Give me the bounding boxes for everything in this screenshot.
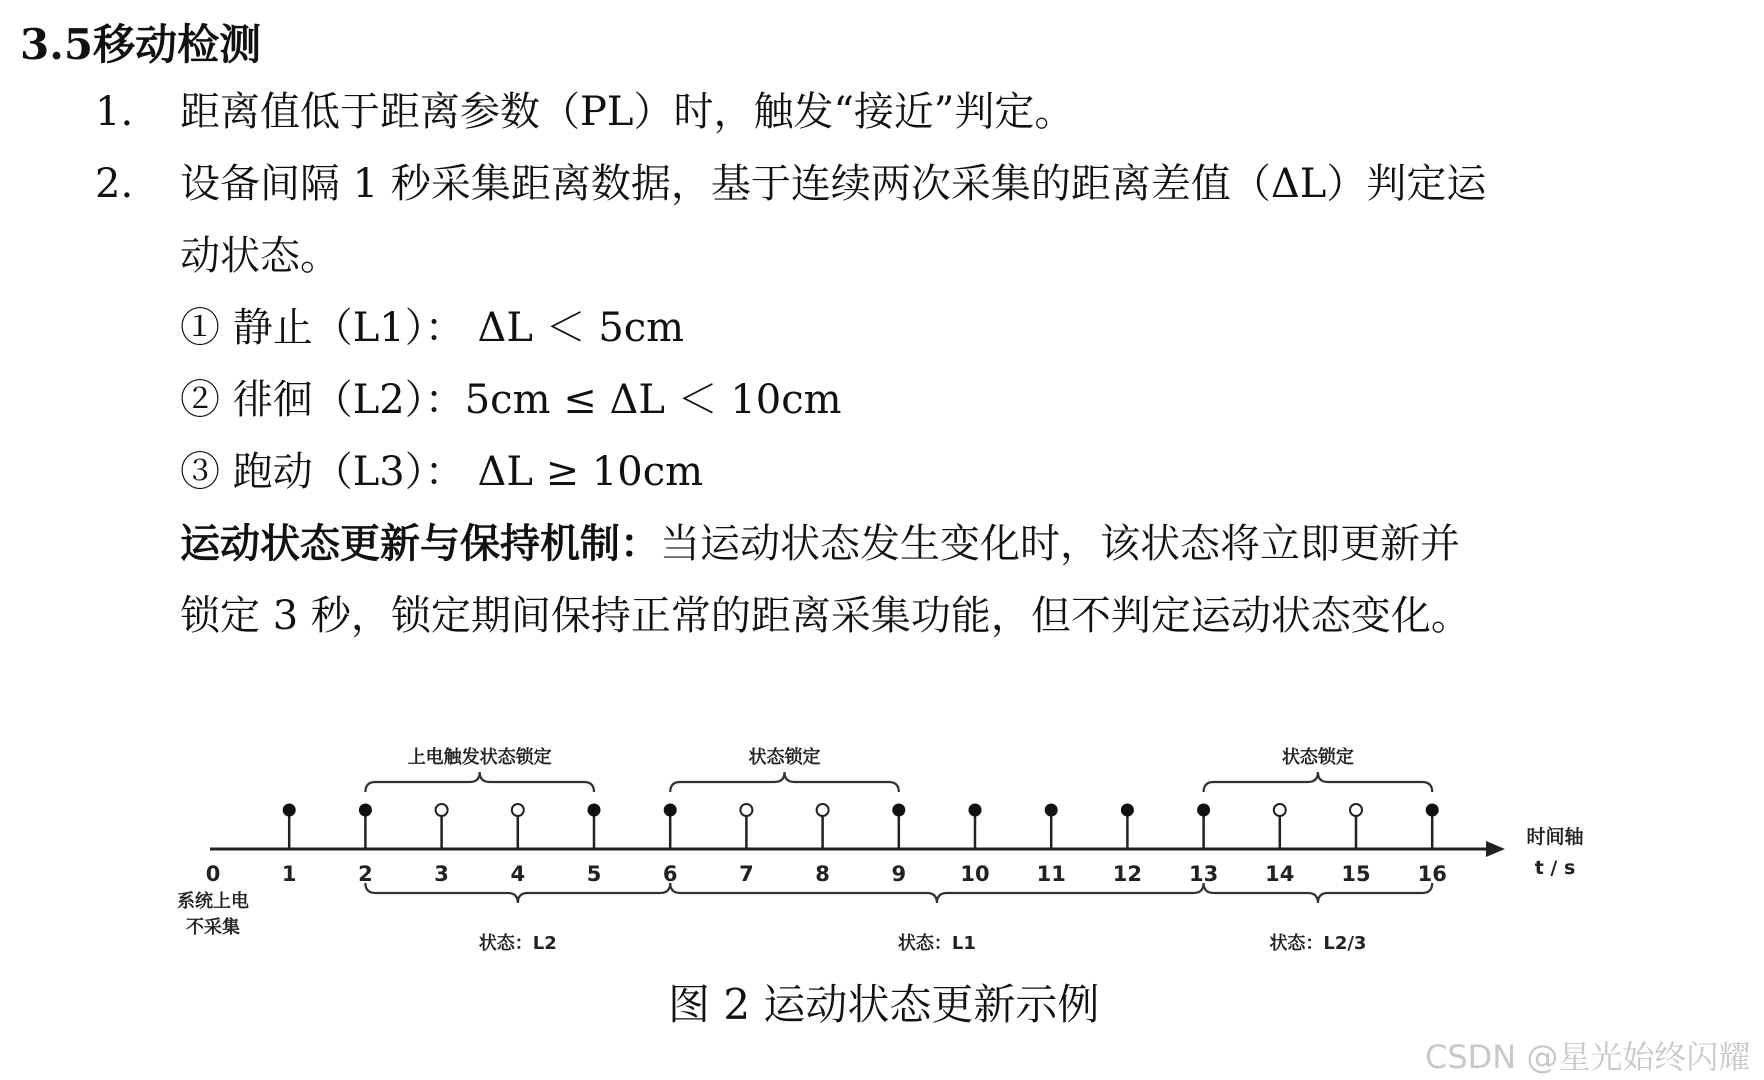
tick-label-15: 15 (1341, 862, 1371, 886)
marker-filled-6 (664, 804, 677, 817)
start-note-1: 系统上电 (177, 891, 249, 912)
marker-hollow-4 (512, 804, 524, 816)
marker-filled-12 (1121, 804, 1134, 817)
tick-label-16: 16 (1417, 862, 1447, 886)
marker-filled-1 (283, 804, 296, 817)
timeline-diagram (0, 700, 1764, 970)
watermark: CSDN @星光始终闪耀 (1425, 1038, 1751, 1076)
bottom-brace-1 (365, 883, 670, 903)
tick-label-10: 10 (960, 862, 990, 886)
list-text-1: 距离值低于距离参数（PL）时，触发“接近”判定。 (180, 89, 1075, 135)
list-number-1: 1. (95, 89, 134, 135)
axis-label-time: 时间轴 (1526, 826, 1584, 848)
tick-label-2: 2 (358, 862, 373, 886)
bottom-brace-3 (1204, 883, 1433, 903)
tick-label-12: 12 (1112, 862, 1143, 886)
tick-label-6: 6 (662, 862, 678, 886)
list-number-2: 2. (95, 161, 134, 207)
tick-label-9: 9 (891, 862, 907, 886)
marker-filled-13 (1197, 804, 1210, 817)
list-text-2: 设备间隔 1 秒采集距离数据，基于连续两次采集的距离差值（ΔL）判定运 (180, 161, 1487, 207)
top-brace-2 (670, 772, 899, 792)
axis-label-unit: t / s (1534, 857, 1576, 879)
start-note-2: 不采集 (186, 917, 240, 938)
top-brace-label-3: 状态锁定 (1281, 747, 1354, 768)
state-running: ③ 跑动（L3）： ΔL ≥ 10cm (180, 449, 704, 495)
marker-hollow-14 (1274, 804, 1286, 816)
top-brace-1 (365, 772, 594, 792)
bottom-brace-label-2: 状态：L1 (897, 933, 976, 954)
tick-label-5: 5 (586, 862, 602, 886)
marker-hollow-8 (817, 804, 829, 816)
tick-label-1: 1 (281, 862, 297, 886)
marker-filled-9 (892, 804, 905, 817)
tick-label-0: 0 (205, 862, 221, 886)
mechanism-line-1 (180, 508, 1460, 580)
list-text-2-continued: 动状态。 (180, 233, 340, 279)
figure-caption: 图 2 运动状态更新示例 (668, 980, 1100, 1029)
top-brace-3 (1204, 772, 1433, 792)
marker-filled-10 (969, 804, 982, 817)
tick-label-13: 13 (1188, 862, 1219, 886)
marker-filled-16 (1426, 804, 1439, 817)
tick-label-11: 11 (1036, 862, 1066, 886)
marker-filled-2 (359, 804, 372, 817)
mechanism-label: 运动状态更新与保持机制： (180, 520, 660, 567)
bottom-brace-label-3: 状态：L2/3 (1269, 933, 1367, 954)
marker-hollow-3 (436, 804, 448, 816)
tick-label-4: 4 (510, 862, 526, 886)
tick-label-7: 7 (739, 862, 754, 886)
tick-label-3: 3 (434, 862, 449, 886)
bottom-brace-label-1: 状态：L2 (478, 933, 557, 954)
mechanism-text: 当运动状态发生变化时，该状态将立即更新并 (660, 521, 1460, 567)
marker-hollow-7 (740, 804, 752, 816)
mechanism-line-2: 锁定 3 秒，锁定期间保持正常的距离采集功能，但不判定运动状态变化。 (180, 593, 1471, 639)
tick-label-14: 14 (1265, 862, 1295, 886)
top-brace-label-1: 上电触发状态锁定 (407, 747, 552, 768)
top-brace-label-2: 状态锁定 (748, 747, 821, 768)
marker-hollow-15 (1350, 804, 1362, 816)
time-axis-arrow (1486, 841, 1505, 857)
marker-filled-11 (1045, 804, 1058, 817)
state-static: ① 静止（L1）： ΔL ＜ 5cm (180, 305, 685, 351)
marker-filled-5 (588, 804, 601, 817)
section-heading: 3.5移动检测 (20, 20, 262, 69)
bottom-brace-2 (670, 883, 1203, 903)
state-wandering: ② 徘徊（L2）：5cm ≤ ΔL ＜ 10cm (180, 377, 842, 423)
tick-label-8: 8 (815, 862, 830, 886)
